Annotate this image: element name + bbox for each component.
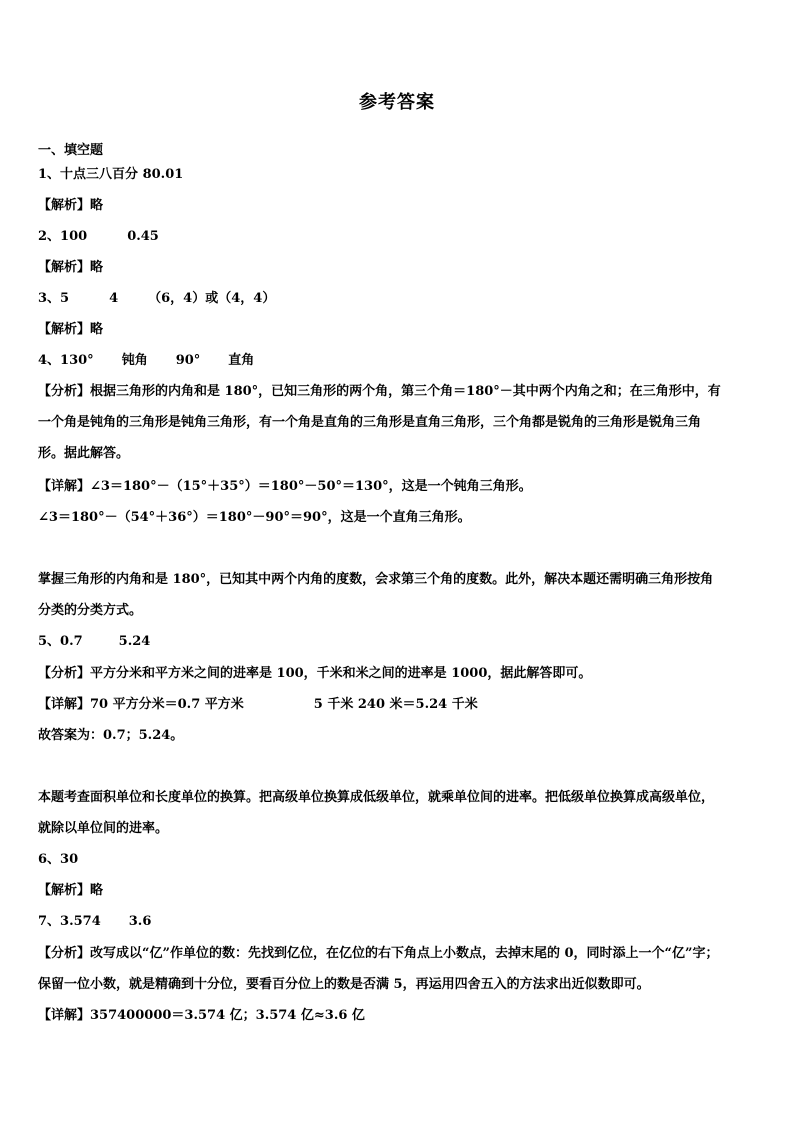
q5-summary-line1: 本题考查面积单位和长度单位的换算。把高级单位换算成低级单位，就乘单位间的进率。把低级单位换算成高级单位，: [38, 790, 715, 805]
q4-part4: 直角: [228, 353, 255, 368]
q3-part3: （6，4）或（4，4）: [148, 291, 276, 306]
q7-xiangjie: 【详解】357400000＝3.574 亿；3.574 亿≈3.6 亿: [38, 1008, 365, 1023]
q5-xiangjie-b: 5 千米 240 米＝5.24 千米: [313, 697, 478, 712]
q3-part1: 3、5: [38, 291, 70, 306]
page-title: 参考答案: [359, 92, 435, 113]
q4-xiangjie-line2: ∠3＝180°－（54°＋36°）＝180°－90°＝90°，这是一个直角三角形。: [38, 510, 471, 525]
q4-summary-line1: 掌握三角形的内角和是 180°，已知其中两个内角的度数，会求第三个角的度数。此外，解决本题还需明确三角形按角: [38, 572, 714, 587]
q2-part2: 0.45: [127, 229, 159, 244]
q5-part2: 5.24: [118, 634, 151, 649]
q5-xiangjie-a: 【详解】70 平方分米＝0.7 平方米: [38, 697, 244, 712]
q4-part2: 钝角: [121, 353, 148, 368]
q4-summary-line2: 分类的分类方式。: [38, 603, 143, 618]
q2-analysis: 【解析】略: [38, 260, 104, 275]
q2-part1: 2、100: [38, 229, 88, 244]
q5-part1: 5、0.7: [38, 634, 83, 649]
q4-fenxi-line2: 一个角是钝角的三角形是钝角三角形，有一个角是直角的三角形是直角三角形，三个角都是锐角的三角形是锐角三角: [38, 415, 702, 430]
q4-part3: 90°: [175, 353, 201, 368]
q4-part1: 4、130°: [38, 353, 94, 368]
q1-analysis: 【解析】略: [38, 198, 104, 213]
q4-fenxi-line1: 【分析】根据三角形的内角和是 180°，已知三角形的两个角，第三个角＝180°－其中两个内角之和；在三角形中，有: [38, 384, 721, 399]
q5-answer: [38, 634, 150, 650]
q1-answer: 1、十点三八百分 80.01: [38, 167, 184, 182]
q2-answer: [38, 229, 159, 245]
q3-analysis: 【解析】略: [38, 322, 104, 337]
q7-fenxi-line2: 保留一位小数，就是精确到十分位，要看百分位上的数是否满 5，再运用四舍五入的方法求出近似数即可。: [38, 977, 650, 992]
q4-xiangjie-line1: 【详解】∠3＝180°－（15°＋35°）＝180°－50°＝130°，这是一个钝角三角形。: [38, 479, 532, 494]
q7-fenxi-line1: 【分析】改写成以“亿”作单位的数：先找到亿位，在亿位的右下角点上小数点，去掉末尾的 0，同时添上一个“亿”字；: [38, 946, 719, 961]
q7-part2: 3.6: [128, 914, 152, 929]
q3-part2: 4: [109, 291, 119, 306]
section-heading: 一、填空题: [38, 143, 104, 158]
q5-xiangjie: [38, 697, 478, 713]
q6-analysis: 【解析】略: [38, 883, 104, 898]
q5-fenxi: 【分析】平方分米和平方米之间的进率是 100，千米和米之间的进率是 1000，据此解答即可。: [38, 666, 592, 681]
q4-answer: [38, 353, 254, 369]
q3-answer: [38, 291, 275, 307]
q6-answer: 6、30: [38, 852, 79, 867]
q7-part1: 7、3.574: [38, 914, 101, 929]
q5-summary-line2: 就除以单位间的进率。: [38, 821, 169, 836]
q5-conclusion: 故答案为：0.7；5.24。: [38, 728, 184, 743]
q7-answer: [38, 914, 151, 930]
q4-fenxi-line3: 形。据此解答。: [38, 446, 130, 461]
